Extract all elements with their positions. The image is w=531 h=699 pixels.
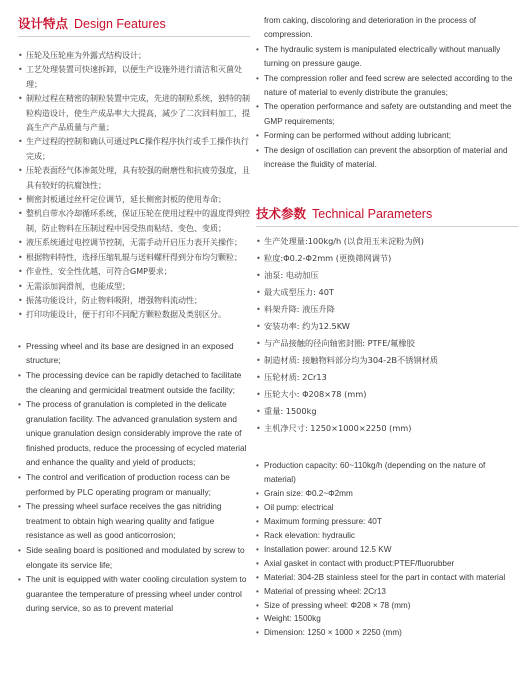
list-item: • 料架升降: 液压升降	[256, 301, 518, 318]
list-item: • 与产品接触的径向轴密封圈: PTFE/氟橡胶	[256, 335, 518, 352]
list-item: • The design of oscillation can prevent the absorption of material and increase the fluidity of material.	[256, 144, 518, 173]
list-item: • Rack elevation: hydraulic	[256, 529, 518, 543]
left-column	[18, 0, 250, 616]
list-item: • 无需添加润滑剂，也能成型；	[18, 280, 250, 294]
list-item: • Pressing wheel and its base are designed in an exposed structure;	[18, 339, 250, 368]
list-item: • 根据物料特性，选择压缩轧辊与送料螺杆得到分布均匀颗粒；	[18, 251, 250, 265]
list-item: • The hydraulic system is manipulated electrically without manually turning on pressure gauge.	[256, 43, 518, 72]
list-item: • The unit is equipped with water cooling circulation system to guarantee the temperature of pressing wheel under control during service, so as to prevent material	[18, 572, 250, 616]
list-item: • 生产过程的控制和确认可通过PLC操作程序执行或手工操作执行完成；	[18, 135, 250, 164]
list-item: • 最大成型压力: 40T	[256, 284, 518, 301]
list-item: • 工艺处理装置可快速拆卸，以便生产设施外进行清洁和灭菌处理；	[18, 63, 250, 92]
list-item: • Grain size: Φ0.2~Φ2mm	[256, 487, 518, 501]
design-features-en-list	[18, 339, 250, 616]
list-item: • 主机净尺寸: 1250×1000×2250 (mm)	[256, 420, 518, 437]
list-item: • The process of granulation is completed in the delicate granulation facility. The advanced granulation system and unique granulation design considerably improve the rate of finished products, reduce the processing of ecycled material and enhance the quality and yield of products;	[18, 397, 250, 470]
list-item: • 安装功率: 约为12.5KW	[256, 318, 518, 335]
design-features-zh-list	[18, 49, 250, 323]
list-item: • 压轮大小: Φ208×78 (mm)	[256, 386, 518, 403]
heading-divider	[18, 36, 250, 37]
list-item: • Side sealing board is positioned and modulated by screw to elongate its service life;	[18, 543, 250, 572]
list-item: • The compression roller and feed screw are selected according to the nature of material to evenly distribute the granules;	[256, 72, 518, 101]
list-item: • 振荡功能设计，防止物料吸附，增强物料流动性；	[18, 294, 250, 308]
list-item: • 油泵: 电动加压	[256, 267, 518, 284]
list-item: • 重量: 1500kg	[256, 403, 518, 420]
design-features-heading	[18, 14, 250, 32]
technical-parameters-heading-zh: 技术参数	[256, 206, 307, 222]
list-item: • 压轮及压轮座为外露式结构设计；	[18, 49, 250, 63]
list-item: • 液压系统通过电控调节控制，无需手动开启压力表开关操作；	[18, 236, 250, 250]
list-item: • The operation performance and safety are outstanding and meet the GMP requirements;	[256, 100, 518, 129]
design-features-heading-en: Design Features	[74, 17, 166, 31]
list-item: • The pressing wheel surface receives the gas nitriding treatment to obtain high wearing quality and fatigue resistance as well as good anticorrosion;	[18, 499, 250, 543]
list-item: • 粒度:Φ0.2-Φ2mm (更换筛网调节)	[256, 250, 518, 267]
list-item: • 作业性、安全性优越，可符合GMP要求；	[18, 265, 250, 279]
right-column	[256, 0, 518, 640]
list-item: • Maximum forming pressure: 40T	[256, 515, 518, 529]
technical-parameters-heading-en: Technical Parameters	[312, 207, 433, 222]
list-item: • 压轮材质: 2Cr13	[256, 369, 518, 386]
list-item: • Dimension: 1250 × 1000 × 2250 (mm)	[256, 626, 518, 640]
list-item: • 打印功能设计，便于打印不同配方颗粒数据及类别区分。	[18, 308, 250, 322]
list-item: • The processing device can be rapidly detached to facilitate the cleaning and germicidal treatment outside the facility;	[18, 368, 250, 397]
list-item: • Weight: 1500kg	[256, 612, 518, 626]
list-item: • 制造材质: 接触物料部分均为304-2B不锈钢材质	[256, 352, 518, 369]
list-item: • 侧密封板通过丝杆定位调节，延长侧密封板的使用寿命；	[18, 193, 250, 207]
list-item: • Production capacity: 60~110kg/h (depending on the nature of material)	[256, 459, 518, 487]
design-features-en-continued-text: from caking, discoloring and deterioration in the process of compression.	[264, 16, 477, 40]
list-item: • 整机自带水冷却循环系统，保证压轮在使用过程中的温度得到控制，防止物料在压制过程中因受热而粘结、变色、变质；	[18, 207, 250, 236]
design-features-en-list-continued	[256, 43, 518, 173]
list-item: • Forming can be performed without adding lubricant;	[256, 129, 518, 143]
list-item: • The control and verification of production rocess can be performed by PLC operating program or manually;	[18, 470, 250, 499]
design-features-heading-zh: 设计特点	[18, 16, 69, 31]
list-item: • Material: 304-2B stainless steel for the part in contact with material	[256, 571, 518, 585]
technical-parameters-zh-list	[256, 233, 518, 437]
list-item: • Oil pump: electrical	[256, 501, 518, 515]
technical-parameters-en-list	[256, 459, 518, 640]
list-item: • 生产处理量:100kg/h (以食用玉米淀粉为例)	[256, 233, 518, 250]
heading-divider	[256, 226, 518, 227]
list-item: • 压轮表面经气体渗氮处理，具有较强的耐磨性和抗疲劳强度，且具有较好的抗腐蚀性；	[18, 164, 250, 193]
list-item: • Installation power: around 12.5 KW	[256, 543, 518, 557]
list-item: • 制粒过程在精密的制粒装置中完成，先进的制粒系统，独特的制粒构造设计，使生产成品率大大提高，减少了二次回料加工，提高生产产品质量与产量；	[18, 92, 250, 135]
list-item: • Size of pressing wheel: Φ208 × 78 (mm)	[256, 599, 518, 613]
list-item: • Material of pressing wheel: 2Cr13	[256, 585, 518, 599]
technical-parameters-heading	[256, 204, 518, 222]
list-item: • Axial gasket in contact with product:PTEF/fluorubber	[256, 557, 518, 571]
